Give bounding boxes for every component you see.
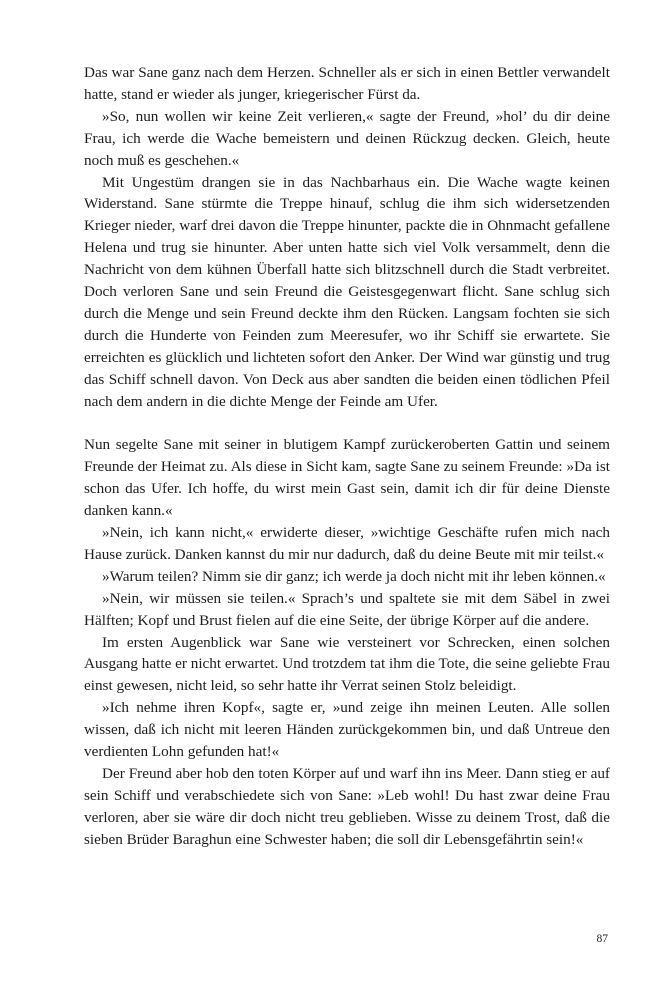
page-number: 87: [596, 933, 608, 945]
paragraph: »So, nun wollen wir keine Zeit verlieren,« sagte der Freund, »hol’ du dir deine Frau, ich werde die Wache bemeistern und deinen Rückzug decken. Gleich, heute noch muß es geschehen.«: [84, 107, 610, 169]
paragraph: Der Freund aber hob den toten Körper auf und warf ihn ins Meer. Dann stieg er auf sein Schiff und verabschiedete sich von Sane: »Leb wohl! Du hast zwar deine Frau verloren, aber sie wäre dir doch nicht treu geblieben. Wisse zu deinem Trost, daß die sieben Brüder Baraghun eine Schwester haben; die soll dir Lebensgefährtin sein!«: [84, 764, 610, 848]
paragraph: »Warum teilen? Nimm sie dir ganz; ich werde ja doch nicht mit ihr leben können.«: [102, 567, 606, 585]
paragraph: »Nein, wir müssen sie teilen.« Sprach’s und spaltete sie mit dem Säbel in zwei Hälften; Kopf und Brust fielen auf die eine Seite, der übrige Körper auf die andere.: [84, 589, 610, 629]
paragraph: Das war Sane ganz nach dem Herzen. Schneller als er sich in einen Bettler verwandelt hatte, stand er wieder als junger, kriegerischer Fürst da.: [84, 64, 610, 103]
page-text-block: [84, 62, 610, 851]
paragraph: Nun segelte Sane mit seiner in blutigem Kampf zurückeroberten Gattin und seinem Freunde der Heimat zu. Als diese in Sicht kam, sagte Sane zu seinem Freunde: »Da ist schon das Ufer. Ich hoffe, du wirst mein Gast sein, damit ich dir für deine Dienste danken kann.«: [84, 436, 610, 520]
paragraph: »Nein, ich kann nicht,« erwiderte dieser, »wichtige Geschäfte rufen mich nach Hause zurück. Danken kannst du mir nur dadurch, daß du deine Beute mit mir teilst.«: [84, 524, 610, 563]
paragraph: Mit Ungestüm drangen sie in das Nachbarhaus ein. Die Wache wagte keinen Widerstand. Sane stürmte die Treppe hinauf, schlug die ihm sich widersetzenden Krieger nieder, warf drei davon die Treppe hinunter, packte die in Ohnmacht gefallene Helena und trug sie hinunter. Aber unten hatte sich viel Volk versammelt, denn die Nachricht von dem kühnen Überfall hatte sich blitzschnell durch die Stadt verbreitet. Doch verloren Sane und sein Freund die Geistesgegenwart flicht. Sane schlug sich durch die Menge und sein Freund deckte ihm den Rücken. Langsam fochten sie sich durch die Hunderte von Feinden zum Meeresufer, wo ihr Schiff sie erwartete. Sie erreichten es glücklich und lichteten sofort den Anker. Der Wind war günstig und trug das Schiff schnell davon. Von Deck aus aber sandten die beiden einen tödlichen Pfeil nach dem andern in die dichte Menge der Feinde am Ufer.: [84, 173, 610, 410]
paragraph: »Ich nehme ihren Kopf«, sagte er, »und zeige ihn meinen Leuten. Alle sollen wissen, daß ich nicht mit leeren Händen zurückgekommen bin, und daß Untreue den verdienten Lohn gefunden hat!«: [84, 699, 610, 761]
paragraph: Im ersten Augenblick war Sane wie versteinert vor Schrecken, einen solchen Ausgang hatte er nicht erwartet. Und trotzdem tat ihm die Tote, die seine geliebte Frau einst gewesen, nicht leid, so sehr hatte ihr Verrat seinen Stolz beleidigt.: [84, 633, 610, 695]
